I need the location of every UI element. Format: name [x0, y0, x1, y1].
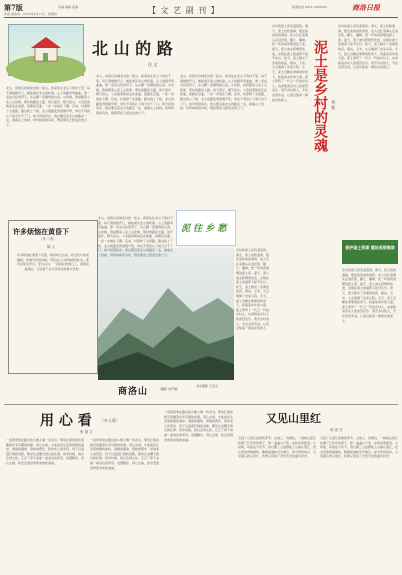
- mountain-house-icon: [9, 25, 83, 75]
- article3-body-col2: 一直很喜欢在路边的小摊上淘一些旧书，那些泛黄的纸页里藏着许多有趣的故事。用心去看，才能看见生活里细微的美好。清晨的露珠、傍晚的霞光、街角老人的笑容、孩子们追逐打闹的身影，都是生活赠予我们的礼物。很多时候，我们走得太快，忘记了停下来看一看身边的风景。放慢脚步，用心去看，你会发现世界原来如此美丽。: [90, 438, 160, 470]
- poem-body: 许多烦恼在黄昏下沉落，晚风吹过山岗，吹过村口的老槐树。炊烟升起的时候，母亲在门口呼唤我的乳名。那声音穿过岁月，穿过山川，一直落在我的心上。黄昏是温柔的，它收留了白天所有的疲惫与忧愁。: [17, 253, 90, 271]
- poem-author: 陈 人: [47, 245, 56, 249]
- article2-body-col3: 乡村的泥土是有温度的。春天，泥土松软湿润，散发着淡淡的清香，农人们扛着锄头走进田里，翻土、播种，把一年的希望埋进泥土里。夏天，泥土被太阳晒得发烫，庄稼在泥土的滋养下拔节生长。秋天，泥土献出了金黄的收获，稻谷、玉米、大豆堆满了农家小院。冬天，泥土沉睡在厚厚的积雪下，积蓄着来年的力量。泥土养育了一代又一代的乡村人，也承载着乡村人的喜怒哀乐。离开乡村的人，无论走得多远，心里总装着一捧故乡的泥土。: [342, 268, 397, 323]
- poster-text: 保护国土资源 建设美丽商洛: [345, 245, 395, 250]
- mountain-photo: [98, 248, 234, 380]
- article1-body-lower: 北山，是我们县城北边的一座山。我家住在北山下的村子里，每天清晨推开门，就能看见北山的轮廓。山上的路弯弯曲曲，像一条灰白色的带子，从山脚一直缠绕到山顶。小时候，我常跟着父亲上山砍柴，那时的路是土路，雨天泥泞，晴天扬尘。父亲挑着柴担走在前面，我跟在后面，一步一步地往下挪。后来，村里修了水泥路，路边栽上了树，北山的路变得宽阔平坦，再也不用担心下雨天出不了门。如今回到家乡，我总要沿着北山的路走一走，看看山上的树，听听林间的鸟叫，想起那些已经远去的日子。: [98, 216, 174, 257]
- article4-author: 郭 贵 宏: [330, 428, 343, 432]
- article2-body-col1: 乡村的泥土是有温度的。春天，泥土松软湿润，散发着淡淡的清香，农人们扛着锄头走进田里，翻土、播种，把一年的希望埋进泥土里。夏天，泥土被太阳晒得发烫，庄稼在泥土的滋养下拔节生长。秋天，泥土献出了金黄的收获，稻谷、玉米、大豆堆满了农家小院。冬天，泥土沉睡在厚厚的积雪下，积蓄着来年的力量。泥土养育了一代又一代的乡村人，也承载着乡村人的喜怒哀乐。离开乡村的人，无论走得多远，心里总装着一捧故乡的泥土。: [272, 24, 309, 102]
- article-middle-lower: 乡村的泥土是有温度的。春天，泥土松软湿润，散发着淡淡的清香，农人们扛着锄头走进田里，翻土、播种，把一年的希望埋进泥土里。夏天，泥土被太阳晒得发烫，庄稼在泥土的滋养下拔节生长。秋天，泥土献出了金黄的收获，稻谷、玉米、大豆堆满了农家小院。冬天，泥土沉睡在厚厚的积雪下，积蓄着来年的力量。泥土养育了一代又一代的乡村人，也承载着乡村人的喜怒哀乐。离开乡村的人，无论走得多远，心里总装着一捧故乡的泥土。: [236, 248, 270, 331]
- article3-body-col3: 一直很喜欢在路边的小摊上淘一些旧书，那些泛黄的纸页里藏着许多有趣的故事。用心去看，才能看见生活里细微的美好。清晨的露珠、傍晚的霞光、街角老人的笑容、孩子们追逐打闹的身影，都是生活赠予我们的礼物。很多时候，我们走得太快，忘记了停下来看一看身边的风景。放慢脚步，用心去看，你会发现世界原来如此美丽。: [164, 410, 234, 442]
- page-number: 第7版: [4, 3, 23, 12]
- article1-body-col1: 北山，是我们县城北边的一座山。我家住在北山下的村子里，每天清晨推开门，就能看见北山的轮廓。山上的路弯弯曲曲，像一条灰白色的带子，从山脚一直缠绕到山顶。小时候，我常跟着父亲上山砍柴，那时的路是土路，雨天泥泞，晴天扬尘。父亲挑着柴担走在前面，我跟在后面，一步一步地往下挪。后来，村里修了水泥路，路边栽上了树，北山的路变得宽阔平坦，再也不用担心下雨天出不了门。如今回到家乡，我总要沿着北山的路走一走，看看山上的树，听听林间的鸟叫，想起那些已经远去的日子。: [6, 86, 91, 127]
- article4-body-col1: 又到了山里红成熟的季节。山坡上、沟渠边，一树树山里红挂满了红彤彤的果子，像一盏盏小灯笼，在秋风里摇曳。小时候，每到这个时节，我们便三五成群地上山摘山里红，把衣兜装得满满的，酸甜的滋味至今难忘。如今再回故乡，又见满山的山里红，仿佛又回到了无忧无虑的童年时光。: [238, 436, 317, 459]
- article1-title: 北 山 的 路: [92, 39, 173, 58]
- poem-subtitle: （外二首）: [39, 237, 57, 241]
- article3-title: 用 心 看: [40, 413, 92, 429]
- mountain-landscape-icon: [98, 248, 234, 380]
- stamp-graphic: [176, 210, 236, 246]
- poem-title: 许多烦恼在黄昏下: [13, 227, 69, 236]
- header-left-info: 河南 商洛市 · 2019年4月11日 · 星期四: [4, 12, 58, 16]
- article2-body-col2: 乡村的泥土是有温度的。春天，泥土松软湿润，散发着淡淡的清香，农人们扛着锄头走进田里，翻土、播种，把一年的希望埋进泥土里。夏天，泥土被太阳晒得发烫，庄稼在泥土的滋养下拔节生长。秋天，泥土献出了金黄的收获，稻谷、玉米、大豆堆满了农家小院。冬天，泥土沉睡在厚厚的积雪下，积蓄着来年的力量。泥土养育了一代又一代的乡村人，也承载着乡村人的喜怒哀乐。离开乡村的人，无论走得多远，心里总装着一捧故乡的泥土。: [338, 24, 399, 70]
- header-rule: [4, 17, 398, 18]
- article3-subtitle: （外五篇）: [100, 418, 120, 423]
- article2-author: 刘 强: [331, 100, 336, 110]
- header-right-info: 新闻热线 0914-2386000: [292, 5, 327, 9]
- article4-title: 又见山里红: [266, 412, 321, 425]
- photo-caption-main: 商洛山: [118, 387, 149, 397]
- photo-caption-side: 刘永摄影 王若言: [196, 384, 218, 388]
- header-sub-info: 责编 编辑 美编: [58, 5, 78, 9]
- article4-body-col2: 又到了山里红成熟的季节。山坡上、沟渠边，一树树山里红挂满了红彤彤的果子，像一盏盏小灯笼，在秋风里摇曳。小时候，每到这个时节，我们便三五成群地上山摘山里红，把衣兜装得满满的，酸甜的滋味至今难忘。如今再回故乡，又见满山的山里红，仿佛又回到了无忧无虑的童年时光。: [320, 436, 399, 459]
- stamp-text: 泥 往 乡 愁: [181, 224, 227, 234]
- article3-author: 张 德 文: [80, 430, 93, 434]
- article2-title: 泥土是乡村的灵魂: [312, 40, 328, 152]
- section-divider: [4, 404, 398, 405]
- article1-body-col2: 北山，是我们县城北边的一座山。我家住在北山下的村子里，每天清晨推开门，就能看见北山的轮廓。山上的路弯弯曲曲，像一条灰白色的带子，从山脚一直缠绕到山顶。小时候，我常跟着父亲上山砍柴，那时的路是土路，雨天泥泞，晴天扬尘。父亲挑着柴担走在前面，我跟在后面，一步一步地往下挪。后来，村里修了水泥路，路边栽上了树，北山的路变得宽阔平坦，再也不用担心下雨天出不了门。如今回到家乡，我总要沿着北山的路走一走，看看山上的树，听听林间的鸟叫，想起那些已经远去的日子。: [96, 74, 175, 115]
- photo-caption-credit: （摄影 刘严摄）: [158, 387, 180, 391]
- article1-body-col3: 北山，是我们县城北边的一座山。我家住在北山下的村子里，每天清晨推开门，就能看见北山的轮廓。山上的路弯弯曲曲，像一条灰白色的带子，从山脚一直缠绕到山顶。小时候，我常跟着父亲上山砍柴，那时的路是土路，雨天泥泞，晴天扬尘。父亲挑着柴担走在前面，我跟在后面，一步一步地往下挪。后来，村里修了水泥路，路边栽上了树，北山的路变得宽阔平坦，再也不用担心下雨天出不了门。如今回到家乡，我总要沿着北山的路走一走，看看山上的树，听听林间的鸟叫，想起那些已经远去的日子。: [180, 74, 268, 111]
- poem-box: [8, 220, 98, 374]
- article1-author: 任 文: [148, 62, 158, 67]
- masthead: 商洛日报: [352, 3, 380, 12]
- poster: [342, 240, 398, 264]
- article3-body-col1: 一直很喜欢在路边的小摊上淘一些旧书，那些泛黄的纸页里藏着许多有趣的故事。用心去看，才能看见生活里细微的美好。清晨的露珠、傍晚的霞光、街角老人的笑容、孩子们追逐打闹的身影，都是生活赠予我们的礼物。很多时候，我们走得太快，忘记了停下来看一看身边的风景。放慢脚步，用心去看，你会发现世界原来如此美丽。: [6, 438, 85, 465]
- section-title: 【 文 艺 副 刊 】: [148, 6, 220, 15]
- article1-illustration: [8, 24, 84, 76]
